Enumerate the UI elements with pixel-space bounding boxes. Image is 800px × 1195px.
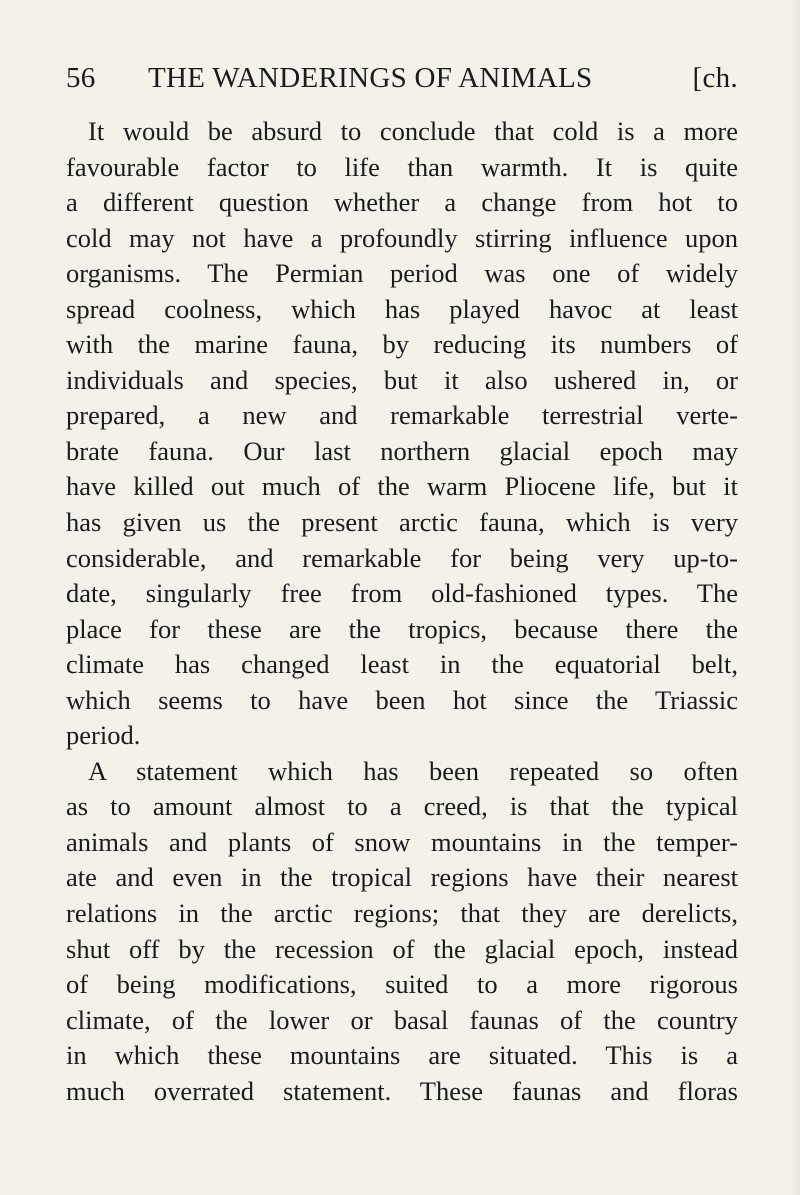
text-line: much overrated statement. These faunas and floras <box>66 1075 738 1106</box>
text-line: place for these are the tropics, because there the <box>66 613 738 644</box>
text-line: animals and plants of snow mountains in the temper- <box>66 826 738 857</box>
page-edge-shadow <box>790 0 800 1195</box>
text-line: spread coolness, which has played havoc at least <box>66 293 738 324</box>
body-text <box>66 114 738 1109</box>
text-line: date, singularly free from old-fashioned types. The <box>66 578 738 609</box>
text-line: favourable factor to life than warmth. It is quite <box>66 151 738 182</box>
text-line: climate, of the lower or basal faunas of the country <box>66 1004 738 1035</box>
text-line: A statement which has been repeated so often <box>88 755 738 786</box>
text-line: in which these mountains are situated. This is a <box>66 1040 738 1071</box>
text-line: It would be absurd to conclude that cold is a more <box>88 116 738 146</box>
text-line: climate has changed least in the equatorial belt, <box>66 649 738 680</box>
text-line: period. <box>66 720 141 751</box>
text-line: organisms. The Permian period was one of widely <box>66 258 738 289</box>
text-line: which seems to have been hot since the Triassic <box>66 684 738 715</box>
running-title: THE WANDERINGS OF ANIMALS <box>148 62 593 94</box>
text-line: relations in the arctic regions; that they are derelicts, <box>66 898 738 929</box>
text-line: have killed out much of the warm Pliocene life, but it <box>66 471 738 502</box>
running-head <box>66 62 738 102</box>
text-line: prepared, a new and remarkable terrestrial verte- <box>66 400 738 431</box>
text-line: cold may not have a profoundly stirring influence upon <box>66 222 738 253</box>
text-line: shut off by the recession of the glacial epoch, instead <box>66 933 738 964</box>
text-line: brate fauna. Our last northern glacial epoch may <box>66 435 738 466</box>
text-line: of being modifications, suited to a more rigorous <box>66 969 738 1000</box>
text-line: ate and even in the tropical regions have their nearest <box>66 862 738 893</box>
text-line: considerable, and remarkable for being very up-to- <box>66 542 738 573</box>
text-line: a different question whether a change from hot to <box>66 187 738 218</box>
text-line: with the marine fauna, by reducing its numbers of <box>66 329 738 360</box>
text-line: as to amount almost to a creed, is that the typical <box>66 791 738 822</box>
text-line: individuals and species, but it also ushered in, or <box>66 364 738 395</box>
chapter-reference: [ch. <box>692 62 738 94</box>
text-line: has given us the present arctic fauna, which is very <box>66 507 738 538</box>
page-number: 56 <box>66 62 96 94</box>
